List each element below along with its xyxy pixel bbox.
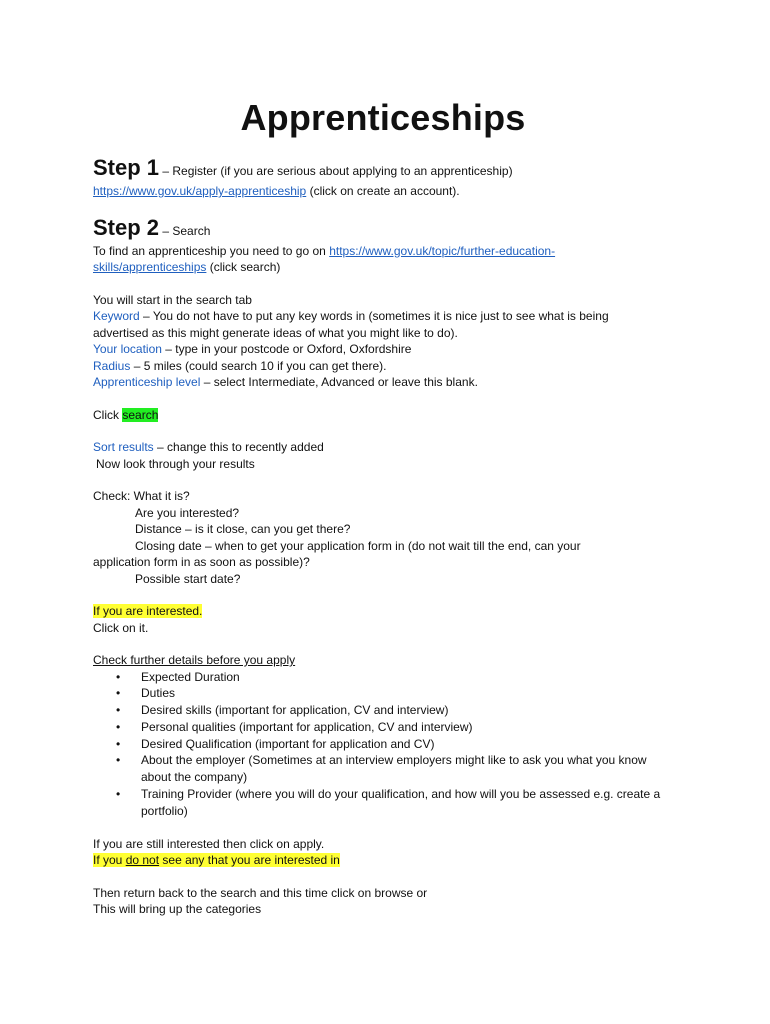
location-text: – type in your postcode or Oxford, Oxfordshire (161, 342, 412, 356)
interested-line (93, 603, 770, 620)
radius-text: – 5 miles (could search 10 if you can get there). (130, 358, 387, 373)
search-highlight: search (122, 407, 159, 422)
look-through-results: Now look through your results (96, 456, 255, 471)
do-not-underlined: do not (125, 853, 160, 868)
step-2-intro-line-1 (93, 243, 770, 260)
bullet-icon: • (116, 703, 121, 718)
step-2-intro-after: (click search) (206, 260, 281, 274)
interested-highlight: If you are interested. (93, 604, 203, 618)
click-search-line (93, 407, 770, 424)
spacer (93, 472, 770, 488)
spacer (93, 820, 770, 836)
step-1-link-line (93, 183, 770, 200)
further-education-link-part-2[interactable]: skills/apprenticeships (93, 260, 207, 274)
details-heading: Check further details before you apply (93, 653, 296, 667)
check-heading: Check: What it is? (93, 489, 190, 503)
check-q4: Possible start date? (135, 571, 241, 586)
list-item: • Training Provider (where you will do your qualification, and how will you be assessed e.g. create a portfolio) (116, 787, 661, 818)
categories-line: This will bring up the categories (93, 902, 262, 917)
keyword-label: Keyword (93, 309, 140, 323)
list-item: • Duties (116, 686, 176, 701)
check-q3a: Closing date – when to get your application form in (do not wait till the end, can your (135, 538, 581, 553)
return-line: Then return back to the search and this time click on browse or (93, 885, 428, 900)
not-interested-highlight: If you do not see any that you are interested in (93, 853, 340, 868)
sort-results-line (93, 439, 770, 456)
keyword-line-1 (93, 308, 770, 325)
spacer (93, 276, 770, 292)
step-2-intro-before: To find an apprenticeship you need to go on (93, 243, 330, 258)
bullet-icon: • (116, 753, 121, 768)
list-item: • Desired skills (important for application, CV and interview) (116, 703, 449, 718)
spacer (93, 636, 770, 652)
check-q2: Distance – is it close, can you get there? (135, 522, 351, 536)
step-1-heading (93, 156, 770, 183)
step-1-text: – Register (if you are serious about applying to an apprenticeship) (159, 164, 513, 178)
list-item: • Personal qualities (important for application, CV and interview) (116, 719, 473, 734)
further-education-link-part-1[interactable]: https://www.gov.uk/topic/further-education- (329, 243, 556, 258)
bullet-icon: • (116, 669, 121, 684)
list-item: • Expected Duration (116, 669, 240, 684)
step-2-label: Step 2 (93, 214, 160, 240)
step-2-text: – Search (159, 223, 211, 238)
step-1-after-link: (click on create an account). (306, 184, 460, 198)
keyword-text-1: – You do not have to put any key words in (sometimes it is nice just to see what is being (139, 309, 609, 323)
step-2-heading (93, 216, 770, 243)
radius-label: Radius (93, 358, 131, 373)
spacer (93, 423, 770, 439)
step-2-intro-line-2 (93, 259, 770, 276)
sort-results-text: – change this to recently added (153, 440, 324, 454)
location-line (93, 341, 770, 358)
spacer (93, 869, 770, 885)
bullet-icon: • (116, 736, 121, 751)
apply-apprenticeship-link[interactable]: https://www.gov.uk/apply-apprenticeship (93, 184, 307, 198)
list-item: • Desired Qualification (important for application and CV) (116, 736, 435, 751)
click-on-it: Click on it. (93, 620, 149, 635)
check-q3b: application form in as soon as possible)? (93, 555, 310, 569)
bullet-icon: • (116, 787, 121, 802)
level-line (93, 374, 770, 391)
radius-line (93, 358, 770, 375)
step-1-label: Step 1 (93, 155, 160, 180)
keyword-line-2: advertised as this might generate ideas of what you might like to do). (93, 325, 458, 340)
search-tab-intro: You will start in the search tab (93, 292, 252, 307)
location-label: Your location (93, 342, 162, 356)
list-item: • About the employer (Sometimes at an interview employers might like to ask you what you know about the company) (116, 753, 647, 785)
spacer (93, 587, 770, 603)
details-list (93, 669, 770, 820)
level-label: Apprenticeship level (93, 375, 201, 389)
level-text: – select Intermediate, Advanced or leave this blank. (200, 375, 478, 389)
page-title: Apprenticeships (240, 97, 526, 138)
spacer (93, 391, 770, 407)
not-interested-line (93, 852, 770, 869)
click-search-prefix: Click (93, 407, 123, 422)
sort-results-label: Sort results (93, 440, 154, 454)
bullet-icon: • (116, 686, 121, 701)
check-q1: Are you interested? (135, 505, 240, 520)
still-interested-line: If you are still interested then click on apply. (93, 836, 325, 851)
bullet-icon: • (116, 719, 121, 734)
